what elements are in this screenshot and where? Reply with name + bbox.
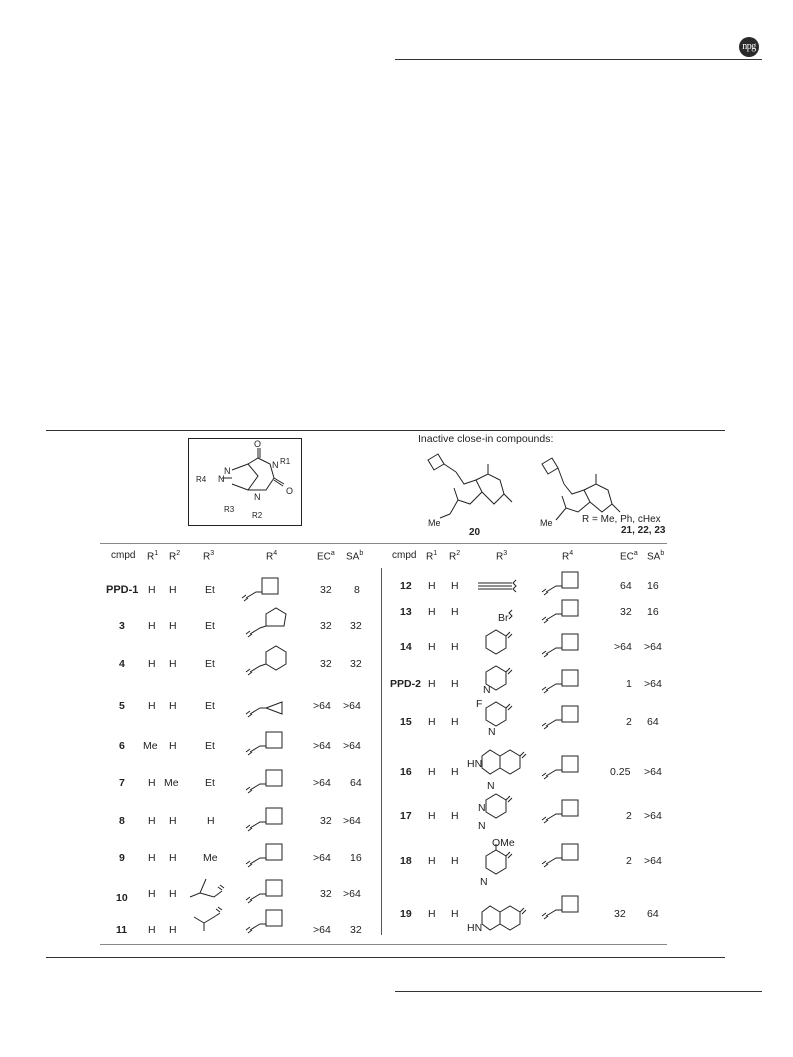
r1-value: H [148, 584, 156, 596]
sa-value: >64 [343, 740, 361, 752]
r3-label: N [478, 802, 486, 814]
r1-value: H [148, 888, 156, 900]
cmpd-id: 18 [400, 855, 412, 867]
header-sa-left: $SA^b$ [346, 550, 364, 563]
r1-value: H [428, 606, 436, 618]
header-r1-right: $R^1$ [426, 550, 438, 563]
r3-label-2: N [480, 876, 488, 888]
r3-value: Et [205, 584, 215, 596]
scaffold-label-o2: O [286, 486, 294, 496]
r1-value: H [148, 700, 156, 712]
r4-structures-left [238, 568, 298, 943]
r3-label-2: N [487, 780, 495, 792]
r3-value: Et [205, 658, 215, 670]
sa-value: 16 [647, 606, 659, 618]
footer-rule [395, 991, 762, 992]
cmpd-id: 4 [119, 658, 125, 670]
ec-value: 32 [614, 908, 626, 920]
sa-value: >64 [644, 766, 662, 778]
ec-value: >64 [614, 641, 632, 653]
scaffold-label-n2: N [218, 474, 225, 484]
scaffold-label-o1: O [254, 439, 262, 449]
sa-value: 16 [350, 852, 362, 864]
cmpd-id: 15 [400, 716, 412, 728]
sa-value: >64 [644, 678, 662, 690]
r1-value: H [148, 620, 156, 632]
r2-value: H [169, 700, 177, 712]
ec-value: 32 [320, 815, 332, 827]
scaffold-structure [188, 438, 302, 526]
r2-value: H [169, 852, 177, 864]
figure-bottom-rule [46, 957, 725, 958]
cmpd-id: 16 [400, 766, 412, 778]
r3-structures-left [188, 875, 232, 933]
cmpd-id: 12 [400, 580, 412, 592]
r3-label-2: N [478, 820, 486, 832]
sa-value: 64 [647, 716, 659, 728]
r1-value: H [148, 924, 156, 936]
r2-value: H [451, 908, 459, 920]
ec-value: >64 [313, 924, 331, 936]
r4-structures-right [538, 570, 594, 942]
cmpd-id: PPD-2 [390, 678, 421, 690]
ec-value: >64 [313, 740, 331, 752]
sa-value: >64 [644, 810, 662, 822]
r1-value: H [428, 641, 436, 653]
sa-value: 16 [647, 580, 659, 592]
ec-value: >64 [313, 852, 331, 864]
ec-value: >64 [313, 777, 331, 789]
compound-21-23-label: 21, 22, 23 [621, 525, 666, 536]
scaffold-label-n1: N [224, 466, 231, 476]
r3-value: Et [205, 620, 215, 632]
ec-value: 64 [620, 580, 632, 592]
r2-value: H [451, 716, 459, 728]
scaffold-label-r2: R2 [252, 511, 263, 520]
r2-value: H [169, 584, 177, 596]
r2-value: H [169, 888, 177, 900]
header-sa-right: $SA^b$ [647, 550, 665, 563]
r2-value: H [451, 855, 459, 867]
cmpd-id: 14 [400, 641, 412, 653]
header-ec-left: $EC^a$ [317, 550, 335, 563]
r1-value: H [148, 815, 156, 827]
header-r3-right: $R^3$ [496, 550, 508, 563]
npg-logo: npg [739, 37, 759, 57]
ec-value: 32 [320, 658, 332, 670]
header-r3-left: $R^3$ [203, 550, 215, 563]
compound-20-structure [420, 450, 530, 528]
r2-value: H [451, 580, 459, 592]
ec-value: 32 [620, 606, 632, 618]
cmpd-id: 13 [400, 606, 412, 618]
sa-value: >64 [644, 641, 662, 653]
figure-top-rule [46, 430, 725, 431]
r3-label: OMe [492, 837, 515, 849]
sa-value: >64 [343, 700, 361, 712]
scaffold-label-r3: R3 [224, 505, 235, 514]
scaffold-label-n4: N [254, 492, 261, 502]
scaffold-label-r1: R1 [280, 457, 291, 466]
ec-value: 2 [626, 716, 632, 728]
r3-label: Br [498, 612, 509, 624]
cmpd-id: 5 [119, 700, 125, 712]
r2-value: H [169, 924, 177, 936]
r-substituent-note: R = Me, Ph, cHex [582, 514, 661, 525]
r3-value: H [207, 815, 215, 827]
r1-value: H [428, 766, 436, 778]
r2-value: H [451, 641, 459, 653]
cmpd-id: 17 [400, 810, 412, 822]
r2-value: H [169, 815, 177, 827]
r1-value: H [428, 716, 436, 728]
scaffold-label-n3: N [272, 460, 279, 470]
table-bottom-rule [100, 944, 667, 945]
ec-value: 2 [626, 810, 632, 822]
cmpd-id: 3 [119, 620, 125, 632]
cmpd-id: 11 [116, 924, 128, 936]
r1-value: H [148, 852, 156, 864]
r2-value: H [169, 658, 177, 670]
r1-value: H [428, 580, 436, 592]
r3-label: N [483, 684, 491, 696]
cmpd-id: 19 [400, 908, 412, 920]
r2-value: H [169, 740, 177, 752]
sa-value: >64 [644, 855, 662, 867]
r3-value: Et [205, 740, 215, 752]
r3-value: Et [205, 700, 215, 712]
r2-value: H [169, 620, 177, 632]
header-cmpd-right: cmpd [392, 550, 417, 561]
sa-value: 8 [354, 584, 360, 596]
ec-value: 2 [626, 855, 632, 867]
cmpd-id: 8 [119, 815, 125, 827]
r1-value: H [428, 855, 436, 867]
header-rule [395, 59, 762, 60]
header-r4-left: $R^4$ [266, 550, 278, 563]
compound-20-me: Me [428, 518, 441, 528]
header-r4-right: $R^4$ [562, 550, 574, 563]
sa-value: 64 [647, 908, 659, 920]
r1-value: H [428, 908, 436, 920]
r1-value: H [428, 810, 436, 822]
ec-value: 32 [320, 584, 332, 596]
ec-value: 1 [626, 678, 632, 690]
compound-20-label: 20 [469, 527, 481, 538]
header-r1-left: $R^1$ [147, 550, 159, 563]
cmpd-id: 9 [119, 852, 125, 864]
ec-value: 0.25 [610, 766, 631, 778]
r2-value: H [451, 766, 459, 778]
header-r2-right: $R^2$ [449, 550, 461, 563]
r2-value: H [451, 678, 459, 690]
r1-value: H [428, 678, 436, 690]
r3-label: HN [467, 922, 483, 934]
r3-value: Et [205, 777, 215, 789]
header-ec-right: $EC^a$ [620, 550, 638, 563]
sa-value: 32 [350, 620, 362, 632]
cmpd-id: 7 [119, 777, 125, 789]
sa-value: 32 [350, 924, 362, 936]
sa-value: 32 [350, 658, 362, 670]
ec-value: 32 [320, 620, 332, 632]
compound-21-me: Me [540, 518, 553, 528]
r1-value: H [148, 658, 156, 670]
sa-value: >64 [343, 888, 361, 900]
cmpd-id: 6 [119, 740, 125, 752]
cmpd-id: PPD-1 [106, 584, 139, 596]
sa-value: >64 [343, 815, 361, 827]
r3-label: F [476, 698, 483, 710]
inactive-title: Inactive close-in compounds: [418, 433, 554, 445]
r2-value: H [451, 606, 459, 618]
ec-value: >64 [313, 700, 331, 712]
ec-value: 32 [320, 888, 332, 900]
r2-value: Me [164, 777, 179, 789]
table-header-rule [100, 543, 667, 544]
r3-label-2: N [488, 726, 496, 738]
header-r2-left: $R^2$ [169, 550, 181, 563]
header-cmpd-left: cmpd [111, 550, 136, 561]
cmpd-id: 10 [116, 892, 128, 904]
r3-structures-right [472, 572, 534, 944]
r1-value: H [148, 777, 156, 789]
r3-label: HN [467, 758, 483, 770]
scaffold-label-r4: R4 [196, 475, 207, 484]
sa-value: 64 [350, 777, 362, 789]
r1-value: Me [143, 740, 158, 752]
r2-value: H [451, 810, 459, 822]
r3-value: Me [203, 852, 218, 864]
column-divider [381, 568, 382, 935]
